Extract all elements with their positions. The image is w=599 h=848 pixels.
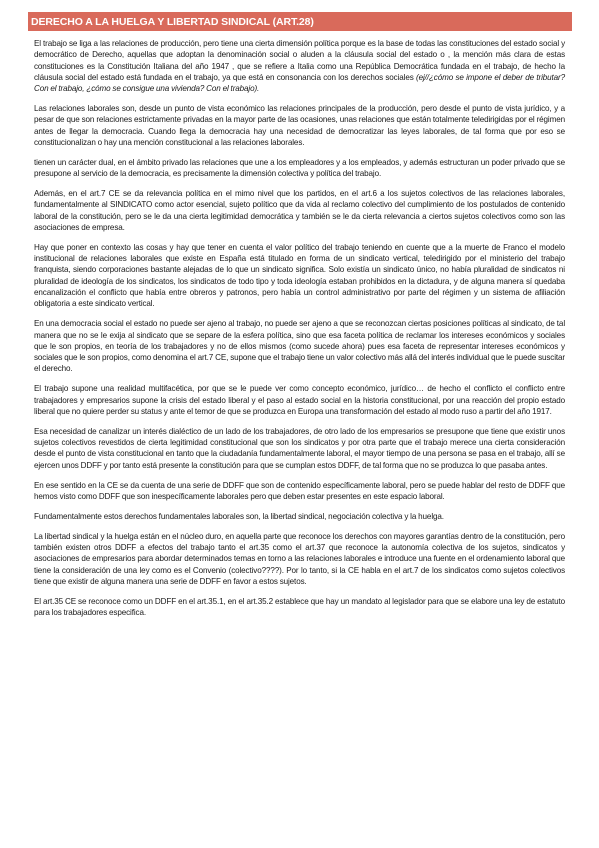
section-title: DERECHO A LA HUELGA Y LIBERTAD SINDICAL (ART.28) <box>31 16 314 28</box>
paragraph-9: En ese sentido en la CE se da cuenta de una serie de DDFF que son de contenido específicamente laboral, pero se puede hablar del resto de DDFF que hemos visto como DDFF que son inespecíficamente laborales pero que deben estar presentes en este espacio laboral. <box>34 480 565 501</box>
paragraph-1-text: El trabajo se liga a las relaciones de producción, pero tiene una cierta dimensión política porque es la base de todas las constituciones del estado social y democrático de Derecho, aquellas que adoptan la denominación social o aluden a la cláusula social del estado o , la mención más clara de estas constituciones es la Constitución Italiana del año 1947 , que se refiere a Italia como una República Democrática fundada en el trabajo, de hecho la cláusula social del estado está fundada en el trabajo, ya que está en consonancia con los derechos sociales <box>34 39 565 82</box>
paragraph-3: tienen un carácter dual, en el ámbito privado las relaciones que une a los empleadores y a los empleados, y además estructuran un poder privado que se presupone al servicio de la democracia, es precisamente la dimensión colectiva y política del trabajo. <box>34 157 565 179</box>
paragraph-8: Esa necesidad de canalizar un interés dialéctico de un lado de los trabajadores, de otro lado de los empresarios se presupone que tiene que existir unos sujetos colectivos revestidos de cierta legitimidad constitucional que son los sindicatos y por otra parte que el trabajo merece una cierta consideración desde el punto de vista constitucional en tanto que la ciudadanía fundamentalmente laboral, el mayor tiempo de una persona se pasa en el trabajo, allí se ejercen unos DDFF y por tanto está presente la constitución para que se cumplan estos DDFF, de tal forma que no se produzca lo que pasaba antes. <box>34 426 565 470</box>
paragraph-7: El trabajo supone una realidad multifacética, por que se le puede ver como concepto económico, jurídico… de hecho el conflicto el conflicto entre trabajadores y empresarios supone la crisis del estado liberal y el paso al estado social en la historia constitucional, por una reacción del propio estado liberal que no quiere perder su status y ante el temor de que se produzca en Europa una transformación del estado al modo ruso a partir del año 1917. <box>34 384 565 416</box>
section-title-bar <box>28 12 572 31</box>
paragraph-11: La libertad sindical y la huelga están en el núcleo duro, en aquella parte que reconoce los derechos con mayores garantías dentro de la constitución, pero también existen otros DDFF a efectos del trabajo tanto el art.35 como el art.37 que reconoce la autonomía colectiva de los sujetos, sindicatos y asociaciones de empresarios para abordar determinados temas en torno a las relaciones laborales e introduce una fuente en el ordenamiento laboral que tiene la consideración de una ley como es el Convenio (colectivo????). Por lo tanto, si la CE habla en el art.7 de los sindicatos como sujetos colectivos tiene que existir de alguna manera una serie de DDFF en favor a estos sujetos. <box>34 531 565 586</box>
paragraph-2: Las relaciones laborales son, desde un punto de vista económico las relaciones principales de la producción, pero desde el punto de vista jurídico, y a pesar de que son relaciones estrictamente privadas en la mayor parte de las ocasiones, unas relaciones que están totalmente teledirigidas por el régimen antes de llegar la democracia. Cuando llega la democracia hay una necesidad de democratizar las leyes laborales, de tal forma que por eso se constitucionalizan o hay una mención constitucional a las relaciones laborales. <box>34 104 565 147</box>
paragraph-12: El art.35 CE se reconoce como un DDFF en el art.35.1, en el art.35.2 establece que hay un mandato al legislador para que se elabore una ley de estatuto para los trabajadores especifica. <box>34 596 565 617</box>
paragraph-4: Además, en el art.7 CE se da relevancia política en el mimo nivel que los partidos, en el art.6 a los sujetos colectivos de las relaciones laborales, fundamentalmente al SINDICATO como actor esencial, sujeto político que da vida al reclamo colectivo del cumplimiento de los postulados de contenido laboral de la constitución, pero se le da una cierta legitimidad democrática y también se le da cierta relevancia a ciertos sujetos colectivos como son las asociaciones de empresa. <box>34 189 565 232</box>
paragraph-1 <box>34 38 565 94</box>
paragraph-5: Hay que poner en contexto las cosas y hay que tener en cuenta el valor político del trabajo teniendo en cuente que a la muerte de Franco el modelo institucional de relaciones laborales que existe en España está titulado en forma de un sindicato vertical, teledirigido por el ministerio del trabajo franquista, siendo corporaciones bastante alejadas de lo que un sindicato significa. Solo existía un sindicato único, no había pluralidad de sindicatos ni pluralidad de ideología de los sindicatos, los sindicatos de todo tipo y toda ideología estaban prohibidos en la dictadura, y de alguna manera sí quedaba encanalización el conflicto que había entre obreros y patronos, pero había un control administrativo por parte del régimen y un sistema de afiliación obligatoria a este sindicato vertical. <box>34 242 565 309</box>
paragraph-10: Fundamentalmente estos derechos fundamentales laborales son, la libertad sindical, negociación colectiva y la huelga. <box>34 511 444 521</box>
paragraph-6: En una democracia social el estado no puede ser ajeno al trabajo, no puede ser ajeno a que se reconozcan ciertas posiciones políticas al sindicato, de tal manera que no se le exija al sindicato que se separe de la esfera política, sino que esa faceta política de reclamar los intereses económicos y sociales que le son propios, en teoría de los trabajadores y no de ellos mismos (como sucede ahora) pues esa faceta de representar intereses económicos y sociales que le son propios, como denomina el art.7 CE, supone que el trabajo tiene un valor colectivo más allá del interés individual que le puede suscitar el derecho. <box>34 319 565 374</box>
paragraph-1-italic-note: (ej//¿cómo se impone el deber de tributar? Con el trabajo, ¿cómo se consigue una vivienda? Con el trabajo). <box>34 72 565 94</box>
document-body <box>34 38 565 627</box>
